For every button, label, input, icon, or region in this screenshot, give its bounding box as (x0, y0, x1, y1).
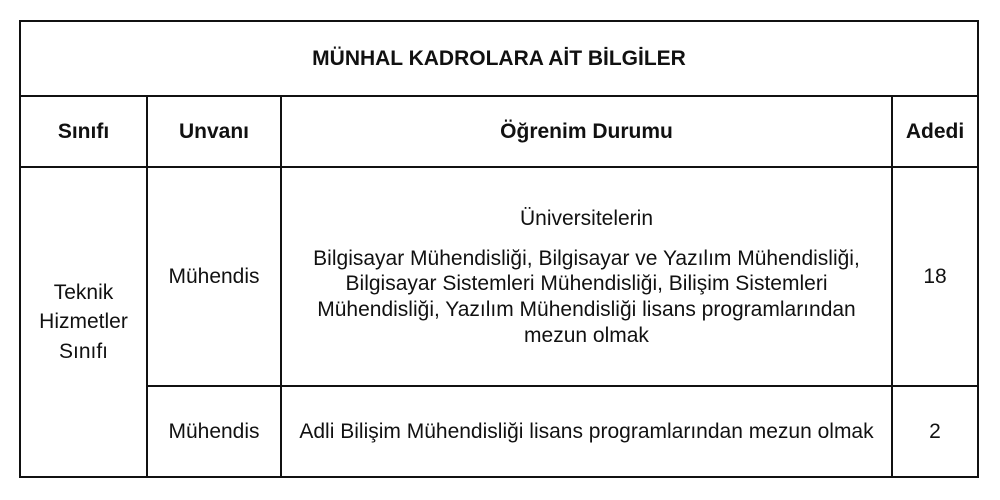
header-class: Sınıfı (20, 96, 147, 168)
header-count: Adedi (892, 96, 978, 168)
header-education: Öğrenim Durumu (281, 96, 892, 168)
title-cell: Mühendis (147, 386, 281, 477)
class-cell (20, 167, 147, 477)
title-row (20, 21, 978, 96)
education-cell (281, 167, 892, 386)
class-line: Hizmetler (39, 310, 128, 334)
education-heading: Üniversitelerin (519, 207, 654, 231)
count-cell: 2 (892, 386, 978, 477)
header-row (20, 96, 978, 168)
class-line: Sınıfı (58, 339, 109, 363)
table-row (20, 167, 978, 386)
education-cell: Adli Bilişim Mühendisliği lisans programlarından mezun olmak (281, 386, 892, 477)
vacancy-table (19, 20, 979, 478)
class-line: Teknik (53, 281, 114, 304)
table-title: MÜNHAL KADROLARA AİT BİLGİLER (20, 21, 978, 96)
title-cell: Mühendis (147, 167, 281, 386)
table-row (20, 386, 978, 477)
education-text: Bilgisayar Mühendisliği, Bilgisayar ve Yazılım Mühendisliği, Bilgisayar Sistemleri Mühendisliği, Bilişim Sistemleri Mühendisliği, Yazılım Mühendisliği lisans programlarından mezun olmak (313, 246, 860, 348)
count-cell: 18 (892, 167, 978, 386)
header-title: Unvanı (147, 96, 281, 168)
